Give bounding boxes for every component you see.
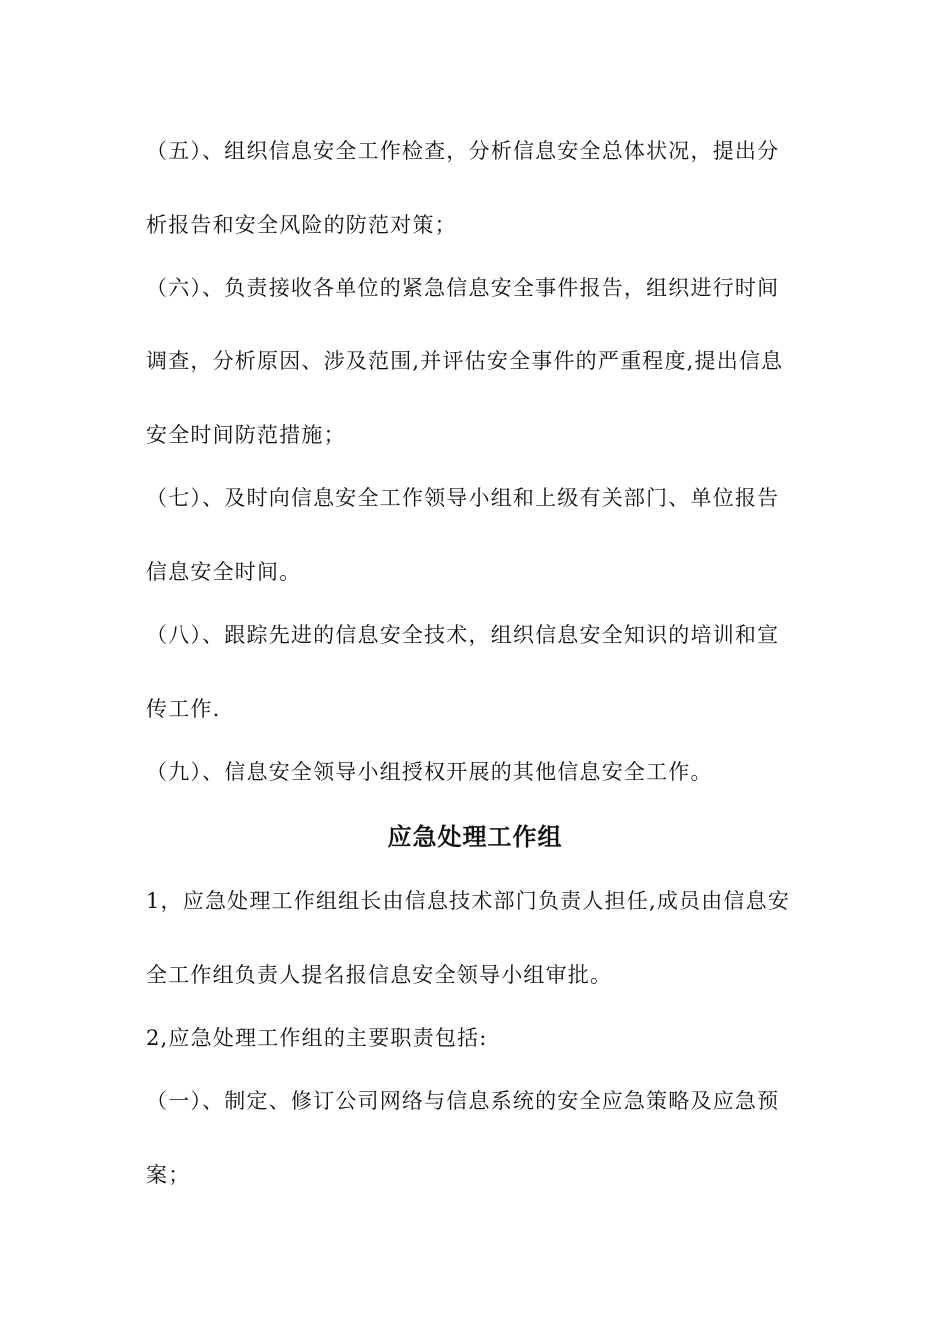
paragraph-line: 全工作组负责人提名报信息安全领导小组审批。 xyxy=(146,963,613,987)
paragraph-line: 2,应急处理工作组的主要职责包括: xyxy=(146,1026,488,1050)
paragraph-line: 信息安全时间。 xyxy=(146,560,302,584)
paragraph-line: 传工作. xyxy=(146,697,221,721)
paragraph-line: （一）、制定、修订公司网络与信息系统的安全应急策略及应急预 xyxy=(146,1089,780,1113)
paragraph-line: 析报告和安全风险的防范对策； xyxy=(146,213,457,237)
paragraph-line: （七）、及时向信息安全工作领导小组和上级有关部门、单位报告 xyxy=(146,486,780,510)
section-title: 应急处理工作组 xyxy=(387,822,563,851)
paragraph-line: 1，应急处理工作组组长由信息技术部门负责人担任,成员由信息安 xyxy=(146,889,791,913)
paragraph-line: 案； xyxy=(146,1163,191,1187)
paragraph-line: 安全时间防范措施； xyxy=(146,423,346,447)
paragraph-line: （六）、负责接收各单位的紧急信息安全事件报告，组织进行时间 xyxy=(146,276,780,300)
paragraph-line: （八）、跟踪先进的信息安全技术，组织信息安全知识的培训和宣 xyxy=(146,623,780,647)
paragraph-line: 调查，分析原因、涉及范围,并评估安全事件的严重程度,提出信息 xyxy=(146,349,784,373)
paragraph-line: （九）、信息安全领导小组授权开展的其他信息安全工作。 xyxy=(146,760,713,784)
paragraph-line: （五）、组织信息安全工作检查，分析信息安全总体状况，提出分 xyxy=(146,139,780,163)
